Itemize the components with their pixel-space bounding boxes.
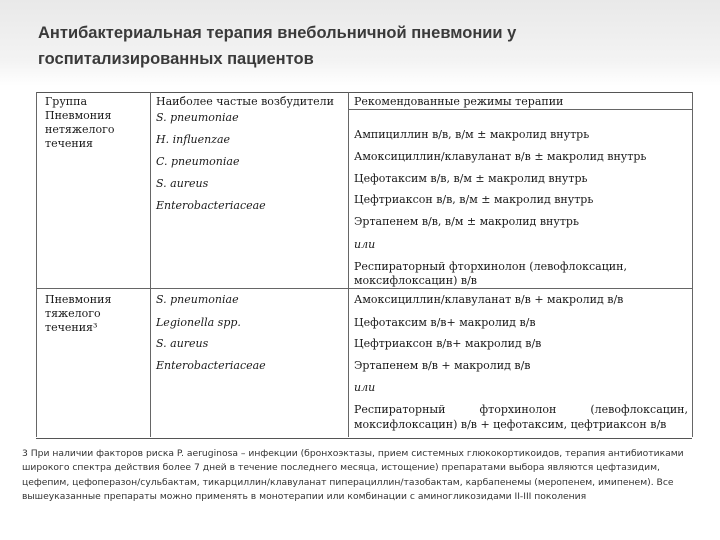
table-divider-2 bbox=[348, 92, 349, 437]
regimen-item: Амоксициллин/клавуланат в/в + макролид в/в bbox=[354, 293, 624, 306]
pathogen-item: S. pneumoniae bbox=[156, 293, 239, 306]
table-divider-1 bbox=[150, 92, 151, 437]
pathogen-item: Enterobacteriaceae bbox=[156, 199, 266, 212]
regimens-header: Рекомендованные режимы терапии bbox=[354, 95, 564, 108]
regimen-item: Цефтриаксон в/в, в/м ± макролид внутрь bbox=[354, 193, 594, 206]
regimen-item: Амоксициллин/клавуланат в/в ± макролид внутрь bbox=[354, 150, 647, 163]
group-header-line: Группа bbox=[45, 95, 88, 108]
pathogen-item: S. pneumoniae bbox=[156, 111, 239, 124]
group-header bbox=[45, 95, 145, 151]
header-underline bbox=[348, 109, 692, 110]
table-border-left bbox=[36, 92, 37, 437]
pathogen-genus: Legionella spp. bbox=[156, 316, 241, 329]
severe-group-line: тяжелого bbox=[45, 307, 101, 320]
regimen-item: моксифлоксацин) в/в bbox=[354, 274, 477, 287]
footnote: 3 При наличии факторов риска P. aeruginosa – инфекции (бронхоэктазы, прием системных глюкокортикоидов, терапия антибиотиками широкого спектра действия более 7 дней в течение последнего месяца, истощение) препаратами выбора являются цефтазидим, цефепим, цефоперазон/сульбактам, тикарциллин/клавуланат пиперациллин/тазобактам, карбапенемы (меропенем, имипенем). Все вышеуказанные препараты можно применять в монотерапии или комбинации с аминогликозидами II-III поколения bbox=[22, 448, 684, 503]
regimen-item: Эртапенем в/в + макролид в/в bbox=[354, 359, 531, 372]
regimen-item: Респираторный фторхинолон (левофлоксацин, bbox=[354, 403, 688, 416]
group-header-line: нетяжелого bbox=[45, 123, 115, 136]
regimen-item: Цефотаксим в/в, в/м ± макролид внутрь bbox=[354, 172, 588, 185]
pathogen-item: H. influenzae bbox=[156, 133, 231, 146]
regimen-or: или bbox=[354, 238, 376, 251]
group-header-line: Пневмония bbox=[45, 109, 112, 122]
severe-group bbox=[45, 293, 145, 335]
regimen-item: Цефтриаксон в/в+ макролид в/в bbox=[354, 337, 542, 350]
pathogen-item: Enterobacteriaceae bbox=[156, 359, 266, 372]
severe-group-line: течения³ bbox=[45, 321, 98, 334]
pathogen-item bbox=[156, 316, 346, 330]
page-title: Антибактериальная терапия внебольничной пневмонии у госпитализированных пациентов bbox=[38, 24, 517, 68]
regimen-item: моксифлоксацин) в/в + цефотаксим, цефтриаксон в/в bbox=[354, 418, 667, 431]
pathogen-item: S. aureus bbox=[156, 177, 209, 190]
pathogen-item: S. aureus bbox=[156, 337, 209, 350]
table-border-right bbox=[692, 92, 693, 437]
regimen-item: Цефотаксим в/в+ макролид в/в bbox=[354, 316, 536, 329]
pathogen-item: C. pneumoniae bbox=[156, 155, 240, 168]
row-divider bbox=[36, 288, 692, 289]
regimen-item: Эртапенем в/в, в/м ± макролид внутрь bbox=[354, 215, 579, 228]
pathogens-header: Наиболее частые возбудители bbox=[156, 95, 334, 108]
regimen-item: Респираторный фторхинолон (левофлоксацин, bbox=[354, 260, 627, 273]
group-header-line: течения bbox=[45, 137, 93, 150]
regimen-or: или bbox=[354, 381, 376, 394]
severe-group-line: Пневмония bbox=[45, 293, 112, 306]
regimen-item: Ампициллин в/в, в/м ± макролид внутрь bbox=[354, 128, 590, 141]
